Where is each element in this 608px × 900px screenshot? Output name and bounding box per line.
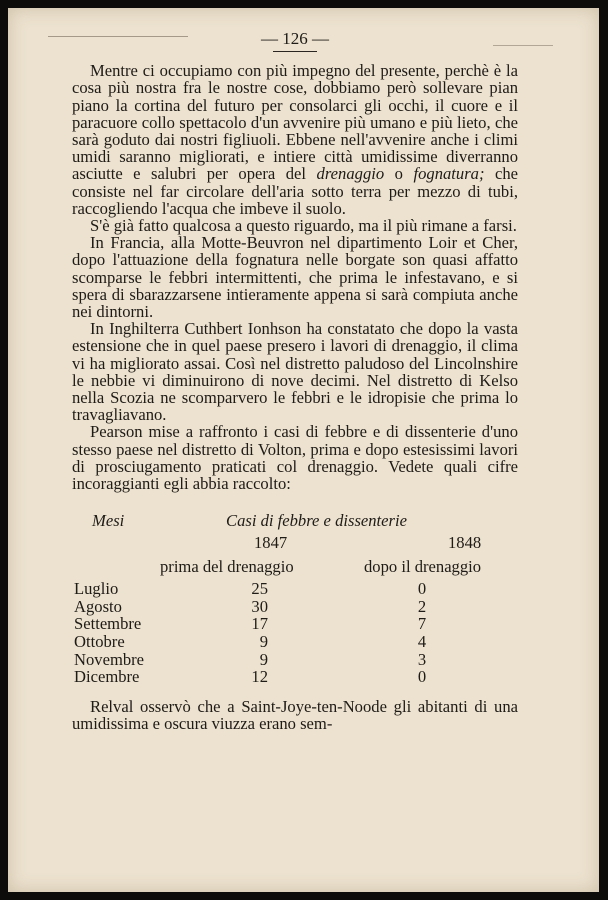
fever-cases-table — [72, 512, 518, 686]
table-row — [72, 633, 518, 651]
table-cell-month: Ottobre — [74, 632, 125, 652]
table-cell-after: 0 — [417, 667, 427, 687]
table-cell-after: 7 — [417, 614, 427, 634]
table-year-1847: 1847 — [254, 533, 288, 553]
table-cell-before: 25 — [251, 579, 268, 599]
table-row — [72, 615, 518, 633]
book-page — [8, 8, 599, 892]
page-content — [72, 30, 518, 732]
table-cell-before: 30 — [251, 596, 268, 616]
table-cell-before: 17 — [251, 614, 268, 634]
table-subheader-before: prima del drenaggio — [160, 557, 294, 577]
table-row — [72, 598, 518, 616]
table-cell-after: 2 — [417, 596, 427, 616]
paragraph-1: Mentre ci occupiamo con più impegno del presente, perchè è la cosa più nostra fra le nostre cose, dobbiamo però sollevare pian piano la cortina del futuro per consolarci gli occhi, il cuore e il paracuore collo spettacolo d'un avvenire più umano e più lieto, che sarà goduto dai nostri figliuoli. Ebbene nell'avvenire anche i climi umidi saranno migliorati, e intiere città umidissime diverranno asciutte e salubri per opera del drenaggio o fognatura; che consiste nel far circolare dell'aria sotto terra per mezzo di tubi, raccogliendo l'acqua che imbeve il suolo. — [72, 61, 519, 218]
table-subheader-after: dopo il drenaggio — [364, 557, 482, 577]
table-cell-month: Dicembre — [74, 667, 140, 687]
table-months-header: Mesi — [92, 511, 125, 531]
table-cell-before: 9 — [259, 632, 268, 652]
paragraph-closing: Relval osservò che a Saint-Joye-ten-Noode gli abitanti di una umidissima e oscura viuzza erano sem- — [72, 696, 518, 734]
table-row — [72, 580, 518, 598]
paragraph-3: In Francia, alla Motte-Beuvron nel dipartimento Loir et Cher, dopo l'attuazione della fognatura nelle borgate son quasi affatto scomparse le febbri intermittenti, che prima le infestavano, e si spera di sbarazzarsene intieramente appena si sarà compiuta anche nei dintorni. — [72, 233, 518, 322]
paragraph-2: S'è già fatto qualcosa a questo riguardo, ma il più rimane a farsi. — [90, 216, 517, 236]
table-cell-after: 3 — [417, 649, 427, 669]
table-cell-month: Luglio — [74, 579, 119, 599]
table-cell-month: Novembre — [74, 649, 145, 669]
table-row — [72, 668, 518, 686]
table-title: Casi di febbre e dissenterie — [226, 511, 407, 531]
table-cell-after: 4 — [417, 632, 427, 652]
table-row — [72, 651, 518, 669]
table-cell-after: 0 — [417, 579, 427, 599]
table-cell-month: Agosto — [74, 596, 122, 616]
table-cell-before: 9 — [259, 649, 268, 669]
page-number-rule — [273, 51, 317, 52]
page-number: — 126 — — [261, 29, 329, 48]
paragraph-5: Pearson mise a raffronto i casi di febbre e di dissenterie d'uno stesso paese nel distretto di Volton, prima e dopo estesissimi lavori di prosciugamento praticati col drenaggio. Vedete quali cifre incoraggianti egli abbia raccolto: — [72, 422, 518, 494]
table-year-1848: 1848 — [448, 533, 482, 553]
table-cell-before: 12 — [251, 667, 268, 687]
paragraph-4: In Inghilterra Cuthbert Ionhson ha constatato che dopo la vasta estensione che in quel paese presero i lavori di drenaggio, il clima vi ha migliorato assai. Così nel distretto paludoso del Lincolnshire le nebbie vi diminuirono di nove decimi. Nel distretto di Kelso nella Scozia ne scomparvero le febbri e le idropisie che prima lo travagliavano. — [72, 319, 518, 425]
table-cell-month: Settembre — [74, 614, 142, 634]
